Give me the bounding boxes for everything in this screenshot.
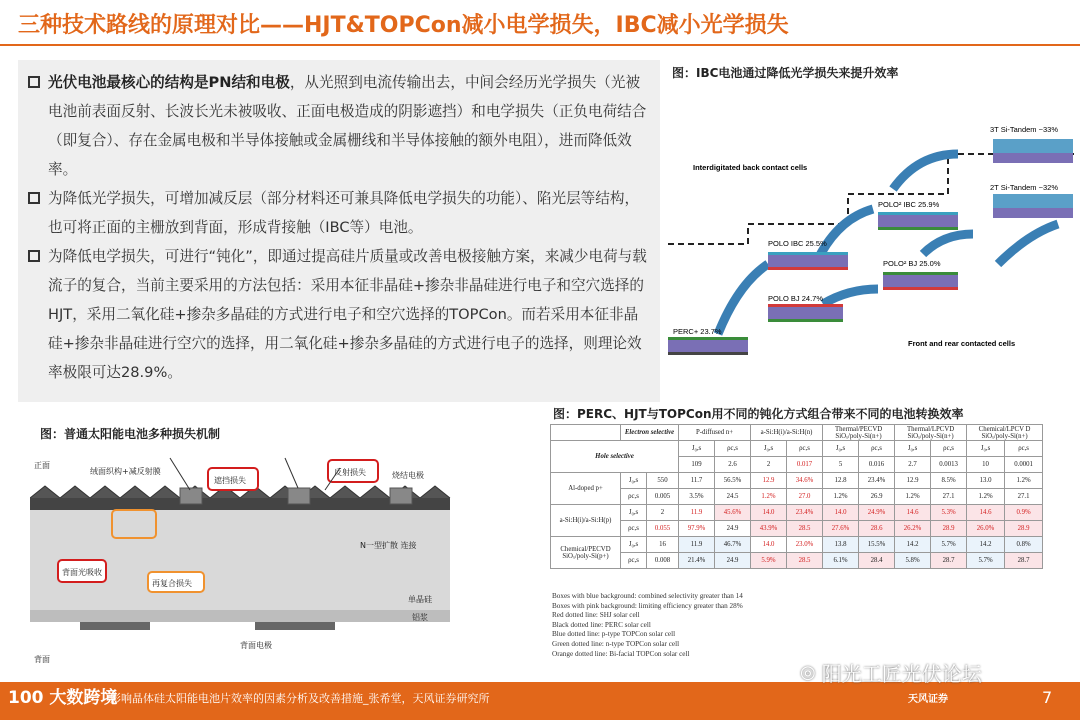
label-recomb: 再复合损失 [152,579,192,588]
figure1-caption: 图：IBC电池通过降低光学损失来提升效率 [672,66,899,80]
page-title: 三种技术路线的原理对比——HJT&TOPCon减小电学损失，IBC减小光学损失 [18,13,789,38]
cell-polo-bj [768,304,843,322]
label-single: 单晶硅 [408,595,432,604]
step-label: POLO² IBC 25.9% [878,200,940,209]
label-reflect-loss: 反射损失 [334,468,366,477]
bullet-item [28,184,650,242]
bullet-lead: 光伏电池最核心的结构是PN结和电极 [48,74,290,91]
title-rule [0,44,1080,46]
label-back: 背面 [34,655,50,664]
page-number: 7 [1042,688,1053,707]
top-group-label: Interdigitated back contact cells [693,163,808,172]
figure3-caption: 图：PERC、HJT与TOPCon用不同的钝化方式组合带来不同的电池转换效率 [553,407,964,421]
wechat-watermark: ◎ 阳光工匠光伏论坛 [800,662,982,686]
footer-source: 影响晶体硅太阳能电池片效率的因素分析及改善措施_张希堂，天风证券研究所 [110,692,490,705]
efficiency-table: Electron selective P-diffused n+ a-Si:H(i)/a-Si:H(n) Thermal/PECVD SiOₓ/poly-Si(n+) Thermal/LPCVD SiOₓ/poly-Si(n+) Chemical/LPCV D SiOₓ/poly-Si(n+) Hole selective J₀,s ρc,s J₀,s ρc,s J₀,s ρc,s J₀,s ρc,s J₀,s ρc,s 109 2.6 2 0.017 5 0.016 2.7 0.0013 10 0.0001 Al-doped p+ J₀,s 550 11.7 56.5% 12.9 34.6% 12.8 23.4% 12.9 8.5% 13.0 1.2% ρc,s 0.005 3.5% 24.5 1.2% 27.0 1.2% 26.9 1.2% 27.1 1.2% 27.1 a-Si:H(i)/a-Si:H(p) J₀,s 2 11.9 45.6% 14.0 23.4% 14.0 24.9% 14.6 5.3% 14.6 0.9% ρc,s 0.055 97.9% 24.9 43.9% 28.5 27.6% 28.6 26.2% 28.9 26.0% 28.9 Chemical/PECVD SiOₓ/poly-Si(p+) J₀,s 16 11.9 46.7% 14.0 23.0% 13.8 15.5% 14.2 5.7% 14.2 0.8% ρc,s 0.008 21.4% 24.9 5.9% 28.5 6.1% 28.4 5.8% 28.7 5.7% 28.7 [550,424,1042,594]
bullet-square-icon [28,192,40,204]
cell-polo2-ibc [878,212,958,230]
arrow-icon [998,224,1058,264]
bottom-group-label: Front and rear contacted cells [908,339,1016,348]
figure2-caption: 图：普通太阳能电池多种损失机制 [40,427,221,441]
bullet-text: 为降低电学损失，可进行“钝化”，即通过提高硅片质量或改善电极接触方案，来减少电荷与载流子的复合，当前主要采用的方法包括：采用本征非晶硅+掺杂非晶硅进行电子和空穴选择的HJT，采用二氧化硅+掺杂多晶硅的方式进行电子和空穴选择的TOPCon。而若采用本征非晶硅+掺杂非晶硅进行空穴的选择，用二氧化硅+掺杂多晶硅的方式进行电子的选择，则理论效率极限可达28.9%。 [48,248,647,381]
row-head: Chemical/PECVD SiOₓ/poly-Si(p+) [551,537,621,569]
label-front: 正面 [34,461,50,470]
bullet-square-icon [28,76,40,88]
label-al: 铝浆 [412,613,428,622]
step-label: 3T Si-Tandem ~33% [990,125,1059,134]
table-notes: Boxes with blue background: combined selectivity greater than 14 Boxes with pink background: limiting efficiency greater than 28% Red dotted line: SHJ solar cell Black dotted line: PERC solar cell Blue dotted line: p-type TOPCon solar cell Green dotted line: n-type TOPCon solar cell Orange dotted line: Bi-facial TOPCon solar cell [552,592,743,658]
label-texture: 绒面织构+减反射膜 [90,467,161,476]
arrow-icon [923,234,973,254]
cell-polo2-bj [883,272,958,290]
bullet-square-icon [28,250,40,262]
label-sinter: 烧结电极 [392,471,424,480]
label-back-absorb: 背面光吸收 [62,568,102,577]
row-head: a-Si:H(i)/a-Si:H(p) [551,505,621,537]
ibc-efficiency-diagram [668,84,1078,374]
step-label: POLO IBC 25.5% [768,239,827,248]
label-shadow-loss: 遮挡损失 [214,476,246,485]
cell-perc [668,337,748,355]
arrow-icon [823,289,878,304]
row-head: Al-doped p+ [551,473,621,505]
cell-polo-ibc [768,252,848,270]
cell-2t-tandem [993,194,1073,218]
arrow-icon [718,264,768,334]
watermark-text: 100 大数跨境 [8,688,118,708]
label-back-electrode: 背面电极 [240,641,272,650]
arrow-icon [818,209,873,259]
step-label: PERC+ 23.7% [673,327,722,336]
label-ntype: N一型扩散 连接 [360,541,417,550]
step-label: POLO² BJ 25.0% [883,259,941,268]
step-label: POLO BJ 24.7% [768,294,824,303]
loss-mechanism-diagram [30,448,460,670]
cell-3t-tandem [993,139,1073,163]
brand-logo: 天风证券 [908,694,948,705]
bullet-text: 为降低光学损失，可增加减反层（部分材料还可兼具降低电学损失的功能）、陷光层等结构，也可将正面的主栅放到背面，形成背接触（IBC等）电池。 [48,190,640,236]
text-panel [18,60,660,402]
col-head-electron: Electron selective [621,425,679,441]
wechat-icon: ◎ [800,662,816,683]
bullet-item [28,68,650,184]
step-label: 2T Si-Tandem ~32% [990,183,1059,192]
bullet-item [28,242,650,387]
bullet-text: ，从光照到电流传输出去，中间会经历光学损失（光被电池前表面反射、长波长光未被吸收、正面电极造成的阴影遮挡）和电学损失（正负电荷结合（即复合）、存在金属电极和半导体接触或金属栅线和半导体接触的额外电阻），进而降低效率。 [48,74,647,178]
col-head-hole: Hole selective [551,441,679,473]
